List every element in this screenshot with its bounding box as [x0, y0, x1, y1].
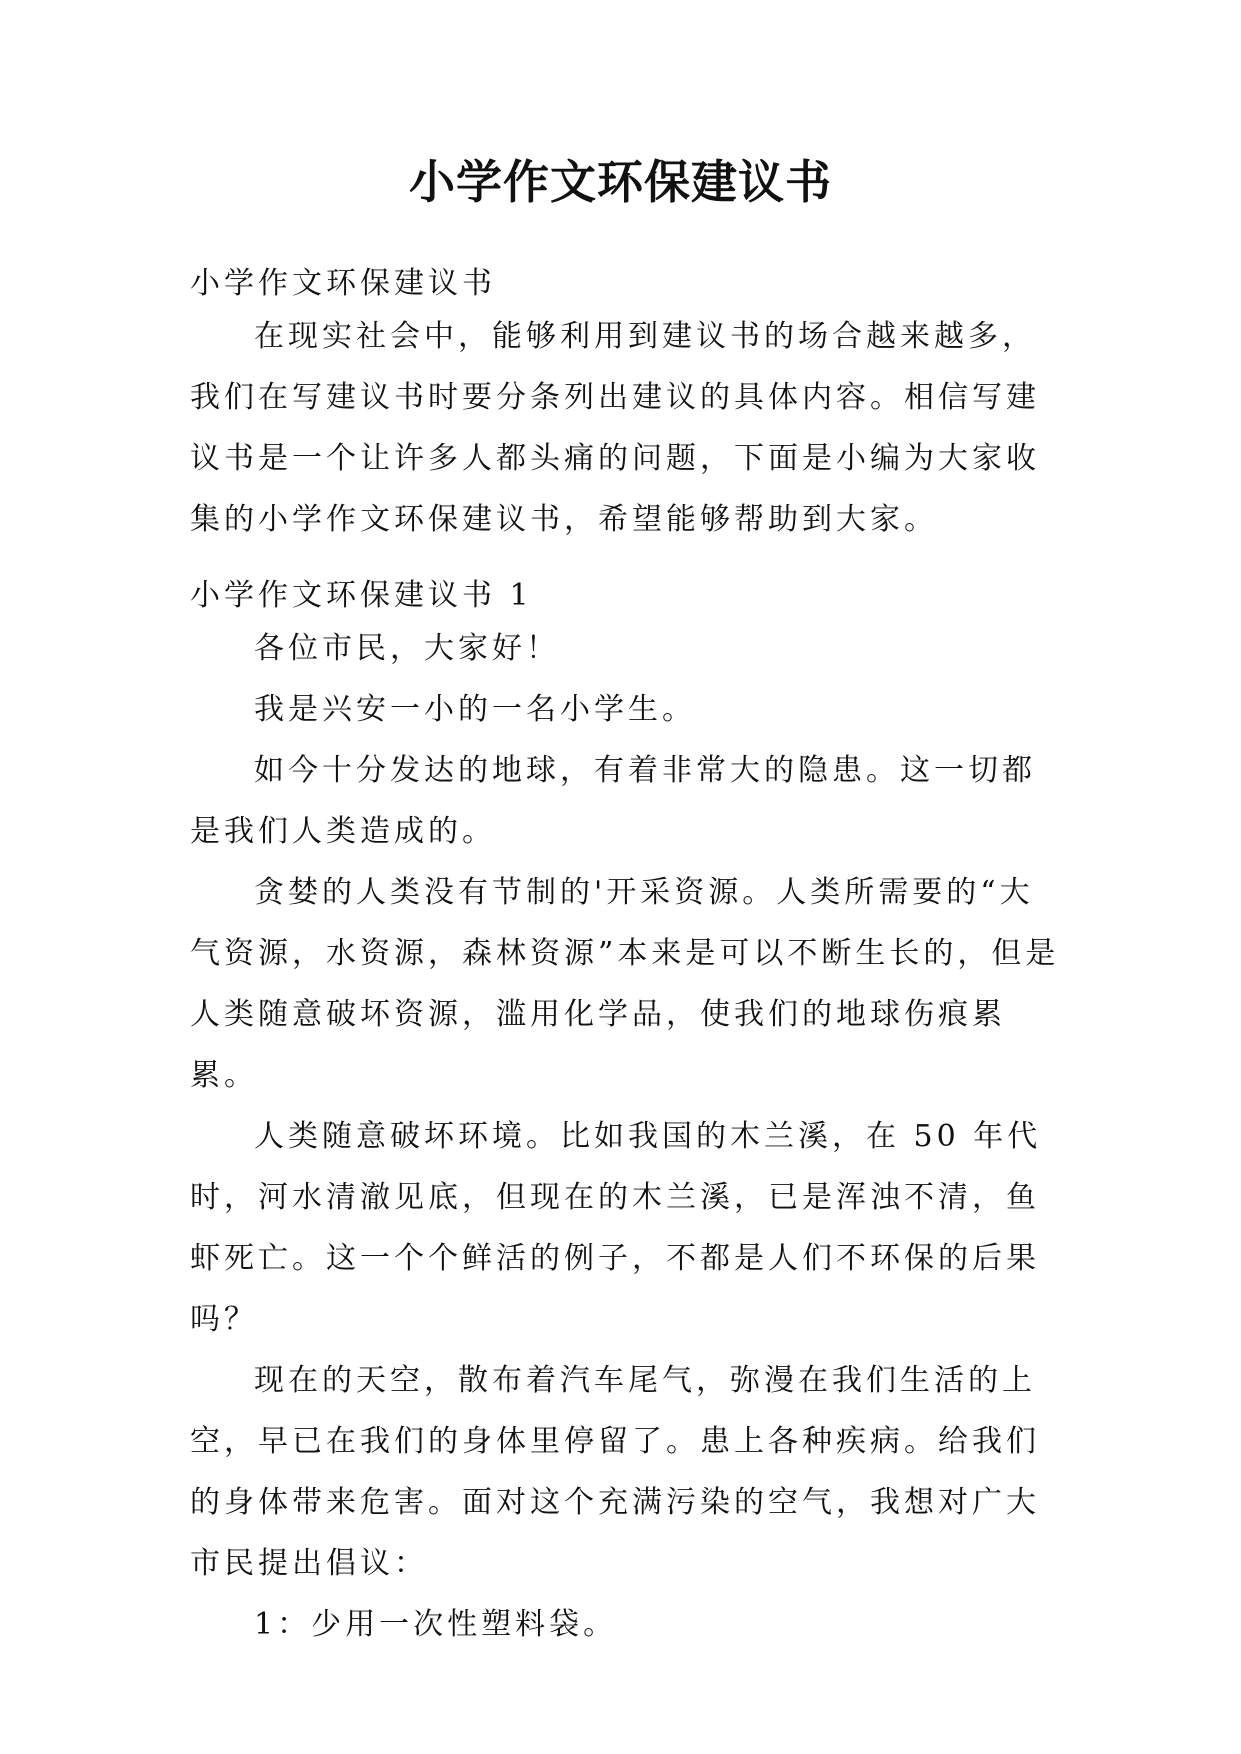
page-title: 小学作文环保建议书 [409, 155, 832, 209]
greeting-paragraph: 各位市民，大家好！ [254, 631, 560, 666]
body-paragraph: 如今十分发达的地球，有着非常大的隐患。这一切都是我们人类造成的。 [190, 753, 1036, 849]
section-heading: 小学作文环保建议书 1 [190, 578, 533, 613]
body-paragraph: 现在的天空，散布着汽车尾气，弥漫在我们生活的上空，早已在我们的身体里停留了。患上各种疾病。给我们的身体带来危害。面对这个充满污染的空气，我想对广大市民提出倡议： [190, 1363, 1040, 1581]
body-paragraph: 人类随意破坏环境。比如我国的木兰溪，在 50 年代时，河水清澈见底，但现在的木兰溪，已是浑浊不清，鱼虾死亡。这一个个鲜活的例子，不都是人们不环保的后果吗？ [190, 1119, 1042, 1337]
proposal-item: 1：少用一次性塑料袋。 [254, 1607, 618, 1642]
letter-body [190, 618, 1060, 1655]
intro-paragraph-block [190, 306, 1060, 550]
self-intro-paragraph: 我是兴安一小的一名小学生。 [254, 692, 696, 727]
intro-heading: 小学作文环保建议书 [190, 266, 496, 301]
intro-paragraph: 在现实社会中，能够利用到建议书的场合越来越多，我们在写建议书时要分条列出建议的具体内容。相信写建议书是一个让许多人都头痛的问题，下面是小编为大家收集的小学作文环保建议书，希望能够帮助到大家。 [190, 319, 1040, 537]
body-paragraph: 贪婪的人类没有节制的'开采资源。人类所需要的“大气资源，水资源，森林资源”本来是可以不断生长的，但是人类随意破坏资源，滥用化学品，使我们的地球伤痕累累。 [190, 875, 1060, 1093]
